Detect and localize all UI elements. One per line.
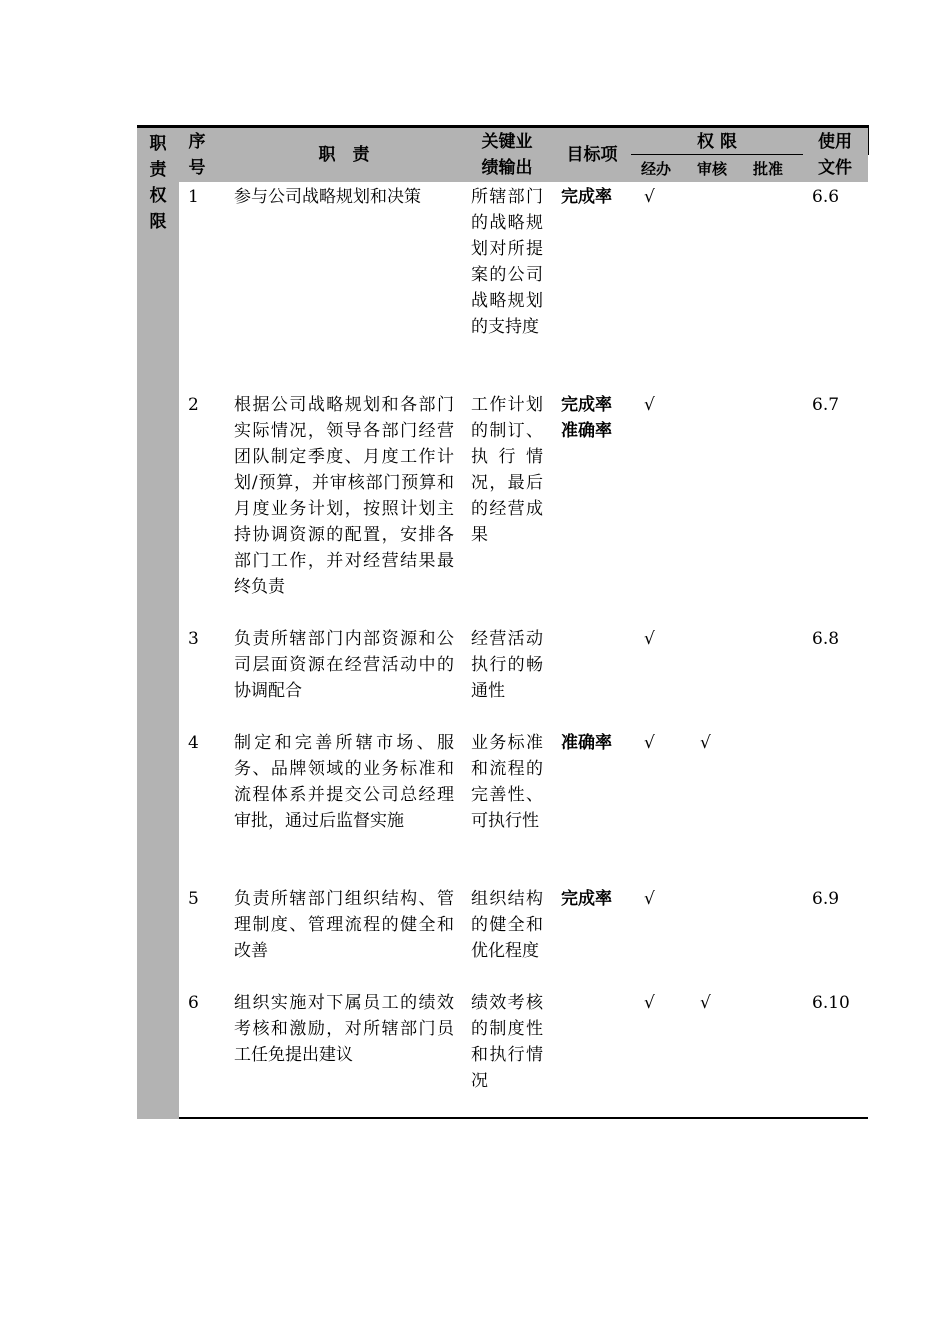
row-output: 业务标准和流程的完善性、可执行性: [471, 733, 543, 831]
header-duty: 职 责: [318, 145, 370, 165]
header-handle: 经办: [641, 160, 672, 178]
authority-divider: [631, 154, 803, 155]
header-doc: [810, 129, 860, 181]
header-doc-line: 文件: [818, 158, 852, 178]
row-output: 所辖部门的战略规划对所提案的公司战略规划的支持度: [471, 187, 543, 337]
row-duty: 负责所辖部门内部资源和公司层面资源在经营活动中的协调配合: [234, 629, 454, 701]
sidebar-char: 责: [149, 160, 167, 180]
row-target: [561, 392, 631, 444]
row-output: 绩效考核的制度性和执行情况: [471, 993, 543, 1091]
sidebar-char: 限: [149, 212, 167, 232]
row-number: 4: [188, 733, 199, 753]
target-item: 完成率: [561, 187, 612, 207]
target-item: 完成率: [561, 395, 612, 415]
row-number: 3: [188, 629, 199, 649]
target-item: 准确率: [561, 421, 612, 441]
header-seq-char: 序: [188, 132, 206, 152]
section-title: [137, 131, 179, 235]
row-number: 5: [188, 889, 199, 909]
sidebar-char: 职: [149, 134, 167, 154]
check-handle: √: [644, 993, 655, 1013]
row-number: 1: [188, 187, 199, 207]
sidebar-char: 权: [149, 186, 167, 206]
table-bottom-border: [179, 1117, 868, 1119]
row-duty: 根据公司战略规划和各部门实际情况，领导各部门经营团队制定季度、月度工作计划/预算，并审核部门预算和月度业务计划，按照计划主持协调资源的配置，安排各部门工作，并对经营结果最终负责: [234, 395, 454, 597]
row-duty: 参与公司战略规划和决策: [234, 187, 421, 207]
row-target: [561, 730, 631, 756]
row-doc: 6.7: [812, 395, 840, 415]
row-number: 6: [188, 993, 199, 1013]
header-approve: 批准: [753, 160, 784, 178]
header-review: 审核: [697, 160, 728, 178]
row-duty: 制定和完善所辖市场、服务、品牌领域的业务标准和流程体系并提交公司总经理审批，通过后监督实施: [234, 733, 454, 831]
row-output: 组织结构的健全和优化程度: [471, 889, 543, 961]
header-output-line: 关键业: [481, 132, 533, 152]
check-handle: √: [644, 395, 655, 415]
check-handle: √: [644, 733, 655, 753]
check-handle: √: [644, 629, 655, 649]
row-doc: 6.6: [812, 187, 840, 207]
target-item: 准确率: [561, 733, 612, 753]
row-doc: 6.10: [812, 993, 850, 1013]
header-target: 目标项: [566, 145, 618, 165]
row-doc: 6.8: [812, 629, 840, 649]
header-seq-char: 号: [188, 158, 206, 178]
header-output: [465, 129, 549, 181]
header-seq: [181, 129, 213, 181]
check-handle: √: [644, 889, 655, 909]
check-review: √: [700, 733, 711, 753]
header-output-line: 绩输出: [481, 158, 533, 178]
row-output: 经营活动执行的畅通性: [471, 629, 543, 701]
check-review: √: [700, 993, 711, 1013]
row-doc: 6.9: [812, 889, 840, 909]
row-duty: 组织实施对下属员工的绩效考核和激励，对所辖部门员工任免提出建议: [234, 993, 454, 1065]
section-sidebar: [137, 126, 179, 1119]
row-output: 工作计划的制订、执行情况，最后的经营成果: [471, 395, 543, 545]
check-handle: √: [644, 187, 655, 207]
header-authority: 权 限: [697, 132, 737, 152]
row-target: [561, 886, 631, 912]
row-target: [561, 184, 631, 210]
row-duty: 负责所辖部门组织结构、管理制度、管理流程的健全和改善: [234, 889, 454, 961]
row-number: 2: [188, 395, 199, 415]
header-doc-line: 使用: [818, 132, 852, 152]
target-item: 完成率: [561, 889, 612, 909]
